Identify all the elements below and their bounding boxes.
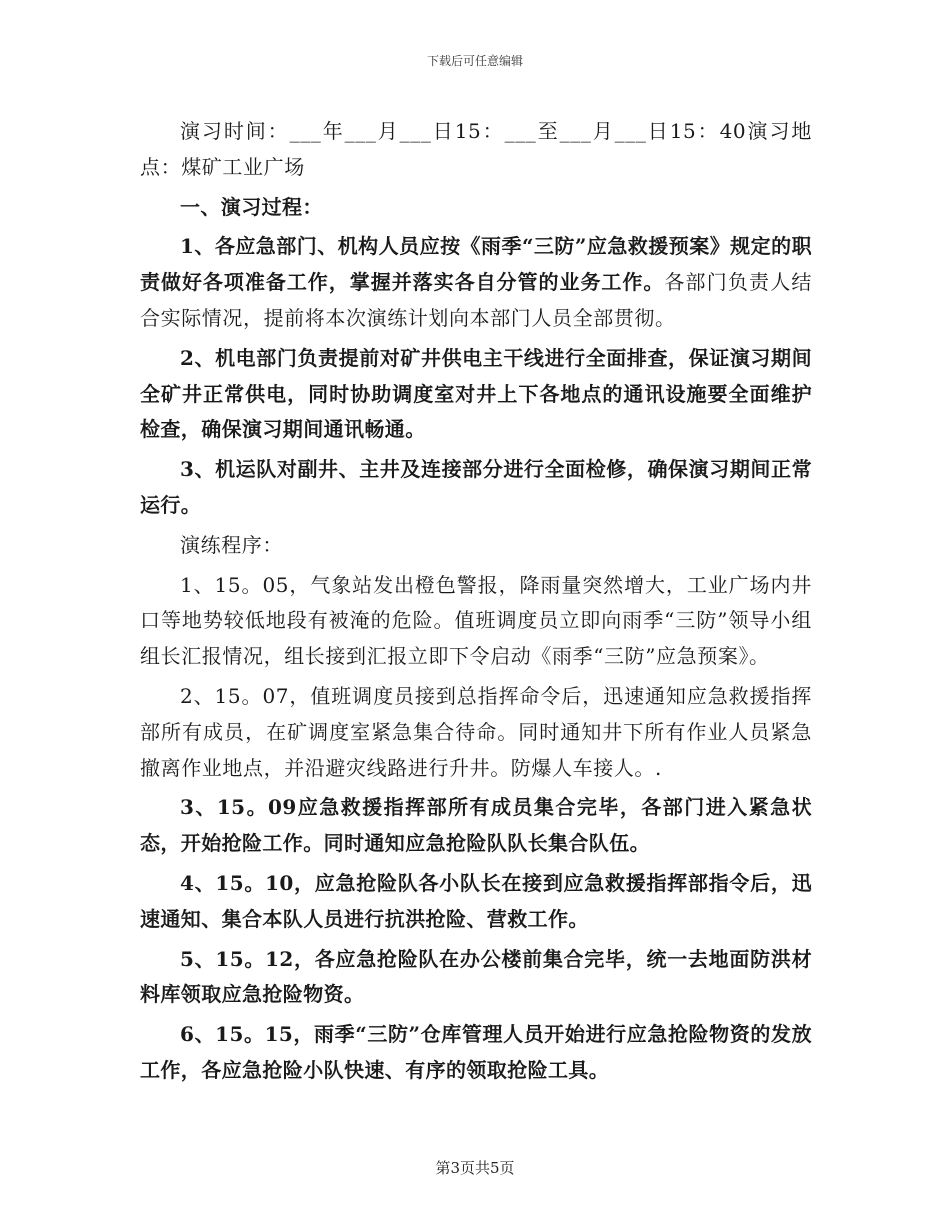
process-item-2: 2、机电部门负责提前对矿井供电主干线进行全面排查，保证演习期间全矿井正常供电，同时协助调度室对井上下各地点的通讯设施要全面维护检查，确保演习期间通讯畅通。 — [140, 345, 812, 442]
section-heading-drill-procedure: 演练程序： — [180, 532, 283, 557]
procedure-step-4: 4、15。10，应急抢险队各小队长在接到应急救援指挥部指令后，迅速通知、集合本队人员进行抗洪抢险、营救工作。 — [140, 870, 812, 931]
procedure-step-2: 2、15。07，值班调度员接到总指挥命令后，迅速通知应急救援指挥部所有成员，在矿调度室紧急集合待命。同时通知井下所有作业人员紧急撤离作业地点，并沿避灾线路进行升井。防爆人车接人。. — [140, 683, 812, 780]
procedure-step-3: 3、15。09应急救援指挥部所有成员集合完毕，各部门进入紧急状态，开始抢险工作。同时通知应急抢险队队长集合队伍。 — [140, 795, 812, 856]
section-heading-drill-process: 一、演习过程： — [180, 194, 323, 219]
procedure-step-5: 5、15。12，各应急抢险队在办公楼前集合完毕，统一去地面防洪材料库领取应急抢险物资。 — [140, 946, 812, 1007]
document-body — [140, 110, 812, 1089]
process-item-3: 3、机运队对副井、主井及连接部分进行全面检修，确保演习期间正常运行。 — [140, 457, 812, 517]
procedure-step-6: 6、15。15，雨季“三防”仓库管理人员开始进行应急抢险物资的发放工作，各应急抢险小队快速、有序的领取抢险工具。 — [140, 1022, 812, 1082]
process-item-1: 1、各应急部门、机构人员应按《雨季“三防”应急救援预案》规定的职责做好各项准备工作，掌握并落实各自分管的业务工作。各部门负责人结合实际情况，提前将本次演练计划向本部门人员全部贯彻。 — [140, 234, 813, 330]
drill-time-location: 演习时间：___年___月___日15：___至___月___日15：40演习地点：煤矿工业广场 — [140, 119, 812, 179]
page-number: 第3页共5页 — [435, 1159, 515, 1177]
page-header: 下载后可任意编辑 — [426, 54, 523, 68]
procedure-step-1: 1、15。05，气象站发出橙色警报，降雨量突然增大，工业广场内井口等地势较低地段有被淹的危险。值班调度员立即向雨季“三防”领导小组组长汇报情况，组长接到汇报立即下令启动《雨季“三防”应急预案》。 — [140, 572, 812, 669]
